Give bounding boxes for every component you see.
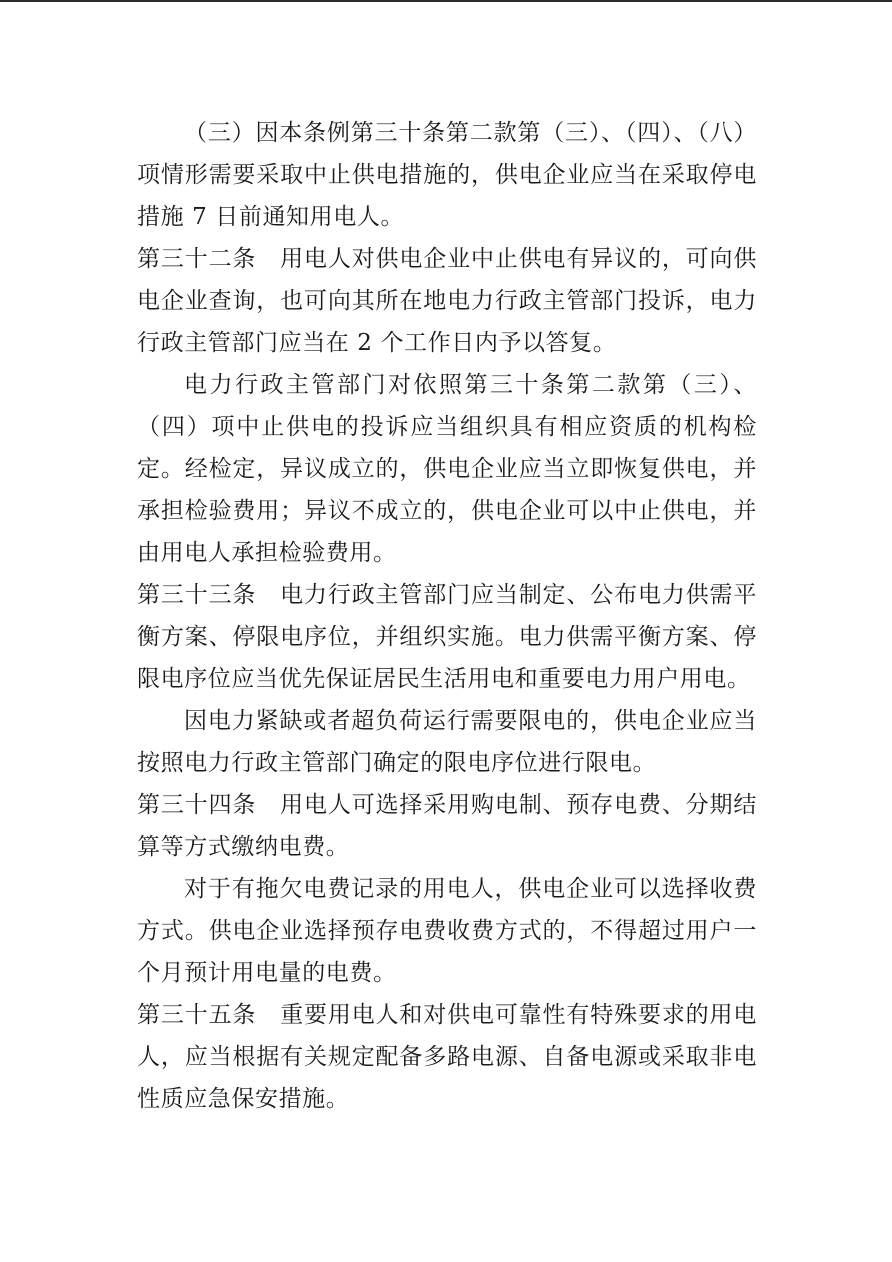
article-35: 第三十五条 重要用电人和对供电可靠性有特殊要求的用电人，应当根据有关规定配备多路电源、自备电源或采取非电性质应急保安措施。 — [137, 1002, 757, 1112]
article-34-paragraph-2: 对于有拖欠电费记录的用电人，供电企业可以选择收费方式。供电企业选择预存电费收费方式的，不得超过用户一个月预计用电量的电费。 — [137, 876, 757, 986]
article-33-paragraph-2: 因电力紧缺或者超负荷运行需要限电的，供电企业应当按照电力行政主管部门确定的限电序位进行限电。 — [137, 708, 757, 776]
article-34: 第三十四条 用电人可选择采用购电制、预存电费、分期结算等方式缴纳电费。 — [137, 792, 757, 860]
document-page — [137, 112, 757, 1120]
page-top-border — [0, 0, 892, 2]
paragraph-item-3-clause: （三）因本条例第三十条第二款第（三）、（四）、（八）项情形需要采取中止供电措施的，供电企业应当在采取停电措施 7 日前通知用电人。 — [137, 120, 757, 230]
article-32: 第三十二条 用电人对供电企业中止供电有异议的，可向供电企业查询，也可向其所在地电力行政主管部门投诉，电力行政主管部门应当在 2 个工作日内予以答复。 — [137, 246, 757, 356]
article-32-paragraph-2: 电力行政主管部门对依照第三十条第二款第（三）、（四）项中止供电的投诉应当组织具有相应资质的机构检定。经检定，异议成立的，供电企业应当立即恢复供电，并承担检验费用；异议不成立的，供电企业可以中止供电，并由用电人承担检验费用。 — [137, 372, 757, 566]
article-33: 第三十三条 电力行政主管部门应当制定、公布电力供需平衡方案、停限电序位，并组织实施。电力供需平衡方案、停限电序位应当优先保证居民生活用电和重要电力用户用电。 — [137, 582, 757, 692]
